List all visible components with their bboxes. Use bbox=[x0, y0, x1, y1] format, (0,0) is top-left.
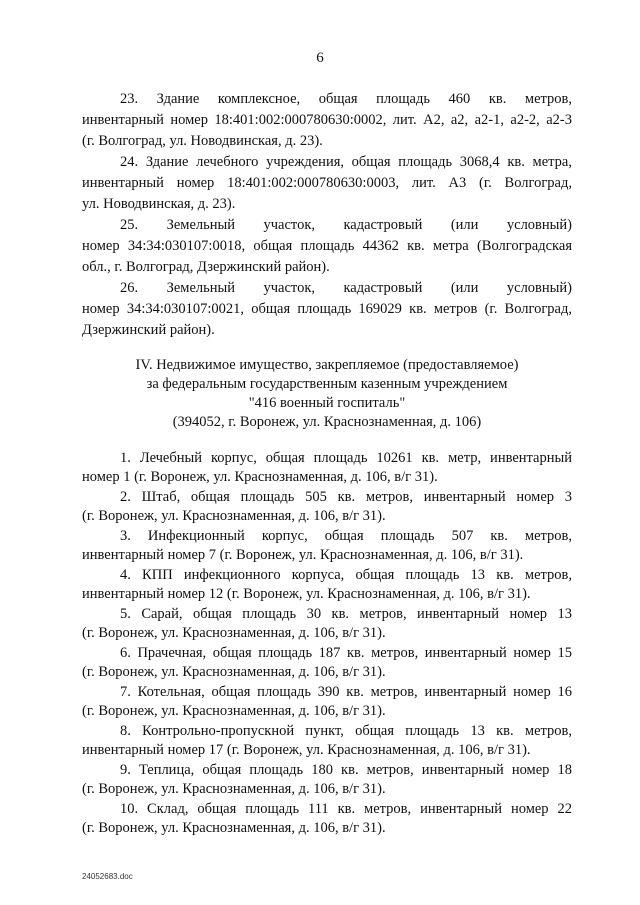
text-line: 24. Здание лечебного учреждения, общая площадь 3068,4 кв. метра, bbox=[120, 154, 572, 170]
text-line: инвентарный номер 18:401:002:000780630:0003, лит. А3 (г. Волгоград, bbox=[82, 175, 572, 191]
page-number: 6 bbox=[316, 50, 324, 66]
text-line: 3. Инфекционный корпус, общая площадь 507 кв. метров, bbox=[120, 528, 572, 544]
text-line: 10. Склад, общая площадь 111 кв. метров, инвентарный номер 22 bbox=[120, 801, 572, 817]
text-line: инвентарный номер 18:401:002:000780630:0002, лит. А2, а2, а2-1, а2-2, а2-3 bbox=[82, 112, 572, 128]
text-line: 7. Котельная, общая площадь 390 кв. метров, инвентарный номер 16 bbox=[120, 684, 572, 700]
text-line: ул. Новодвинская, д. 23). bbox=[82, 196, 236, 212]
text-line: обл., г. Волгоград, Дзержинский район). bbox=[82, 259, 330, 275]
file-reference: 24052683.doc bbox=[82, 872, 133, 881]
text-line: (г. Волгоград, ул. Новодвинская, д. 23). bbox=[82, 133, 323, 149]
heading-line: IV. Недвижимое имущество, закрепляемое (предоставляемое) bbox=[135, 357, 519, 373]
text-line: 5. Сарай, общая площадь 30 кв. метров, инвентарный номер 13 bbox=[120, 606, 572, 622]
text-line: инвентарный номер 12 (г. Воронеж, ул. Краснознаменная, д. 106, в/г 31). bbox=[82, 586, 531, 602]
text-line: 26. Земельный участок, кадастровый (или условный) bbox=[120, 280, 572, 296]
text-line: номер 1 (г. Воронеж, ул. Краснознаменная, д. 106, в/г 31). bbox=[82, 469, 438, 485]
text-line: (г. Воронеж, ул. Краснознаменная, д. 106, в/г 31). bbox=[82, 820, 386, 836]
text-line: (г. Воронеж, ул. Краснознаменная, д. 106, в/г 31). bbox=[82, 703, 386, 719]
text-line: (г. Воронеж, ул. Краснознаменная, д. 106, в/г 31). bbox=[82, 508, 386, 524]
text-line: инвентарный номер 7 (г. Воронеж, ул. Краснознаменная, д. 106, в/г 31). bbox=[82, 547, 524, 563]
text-line: 23. Здание комплексное, общая площадь 460 кв. метров, bbox=[120, 91, 572, 107]
heading-line: (394052, г. Воронеж, ул. Краснознаменная, д. 106) bbox=[172, 414, 482, 430]
text-line: инвентарный номер 17 (г. Воронеж, ул. Краснознаменная, д. 106, в/г 31). bbox=[82, 742, 531, 758]
text-line: 9. Теплица, общая площадь 180 кв. метров, инвентарный номер 18 bbox=[120, 762, 572, 778]
text-line: Дзержинский район). bbox=[82, 322, 215, 338]
heading-line: "416 военный госпиталь" bbox=[248, 395, 406, 411]
text-line: 4. КПП инфекционного корпуса, общая площадь 13 кв. метров, bbox=[120, 567, 572, 583]
text-line: 8. Контрольно-пропускной пункт, общая площадь 13 кв. метров, bbox=[120, 723, 572, 739]
text-line: 1. Лечебный корпус, общая площадь 10261 кв. метр, инвентарный bbox=[120, 450, 572, 466]
text-line: (г. Воронеж, ул. Краснознаменная, д. 106, в/г 31). bbox=[82, 664, 386, 680]
text-line: (г. Воронеж, ул. Краснознаменная, д. 106, в/г 31). bbox=[82, 781, 386, 797]
heading-line: за федеральным государственным казенным учреждением bbox=[146, 376, 508, 392]
text-line: 25. Земельный участок, кадастровый (или условный) bbox=[120, 217, 572, 233]
text-line: (г. Воронеж, ул. Краснознаменная, д. 106, в/г 31). bbox=[82, 625, 386, 641]
text-line: 2. Штаб, общая площадь 505 кв. метров, инвентарный номер 3 bbox=[120, 489, 572, 505]
text-line: номер 34:34:030107:0018, общая площадь 44362 кв. метра (Волгоградская bbox=[82, 238, 572, 254]
text-line: 6. Прачечная, общая площадь 187 кв. метров, инвентарный номер 15 bbox=[120, 645, 572, 661]
text-line: номер 34:34:030107:0021, общая площадь 169029 кв. метров (г. Волгоград, bbox=[82, 301, 572, 317]
